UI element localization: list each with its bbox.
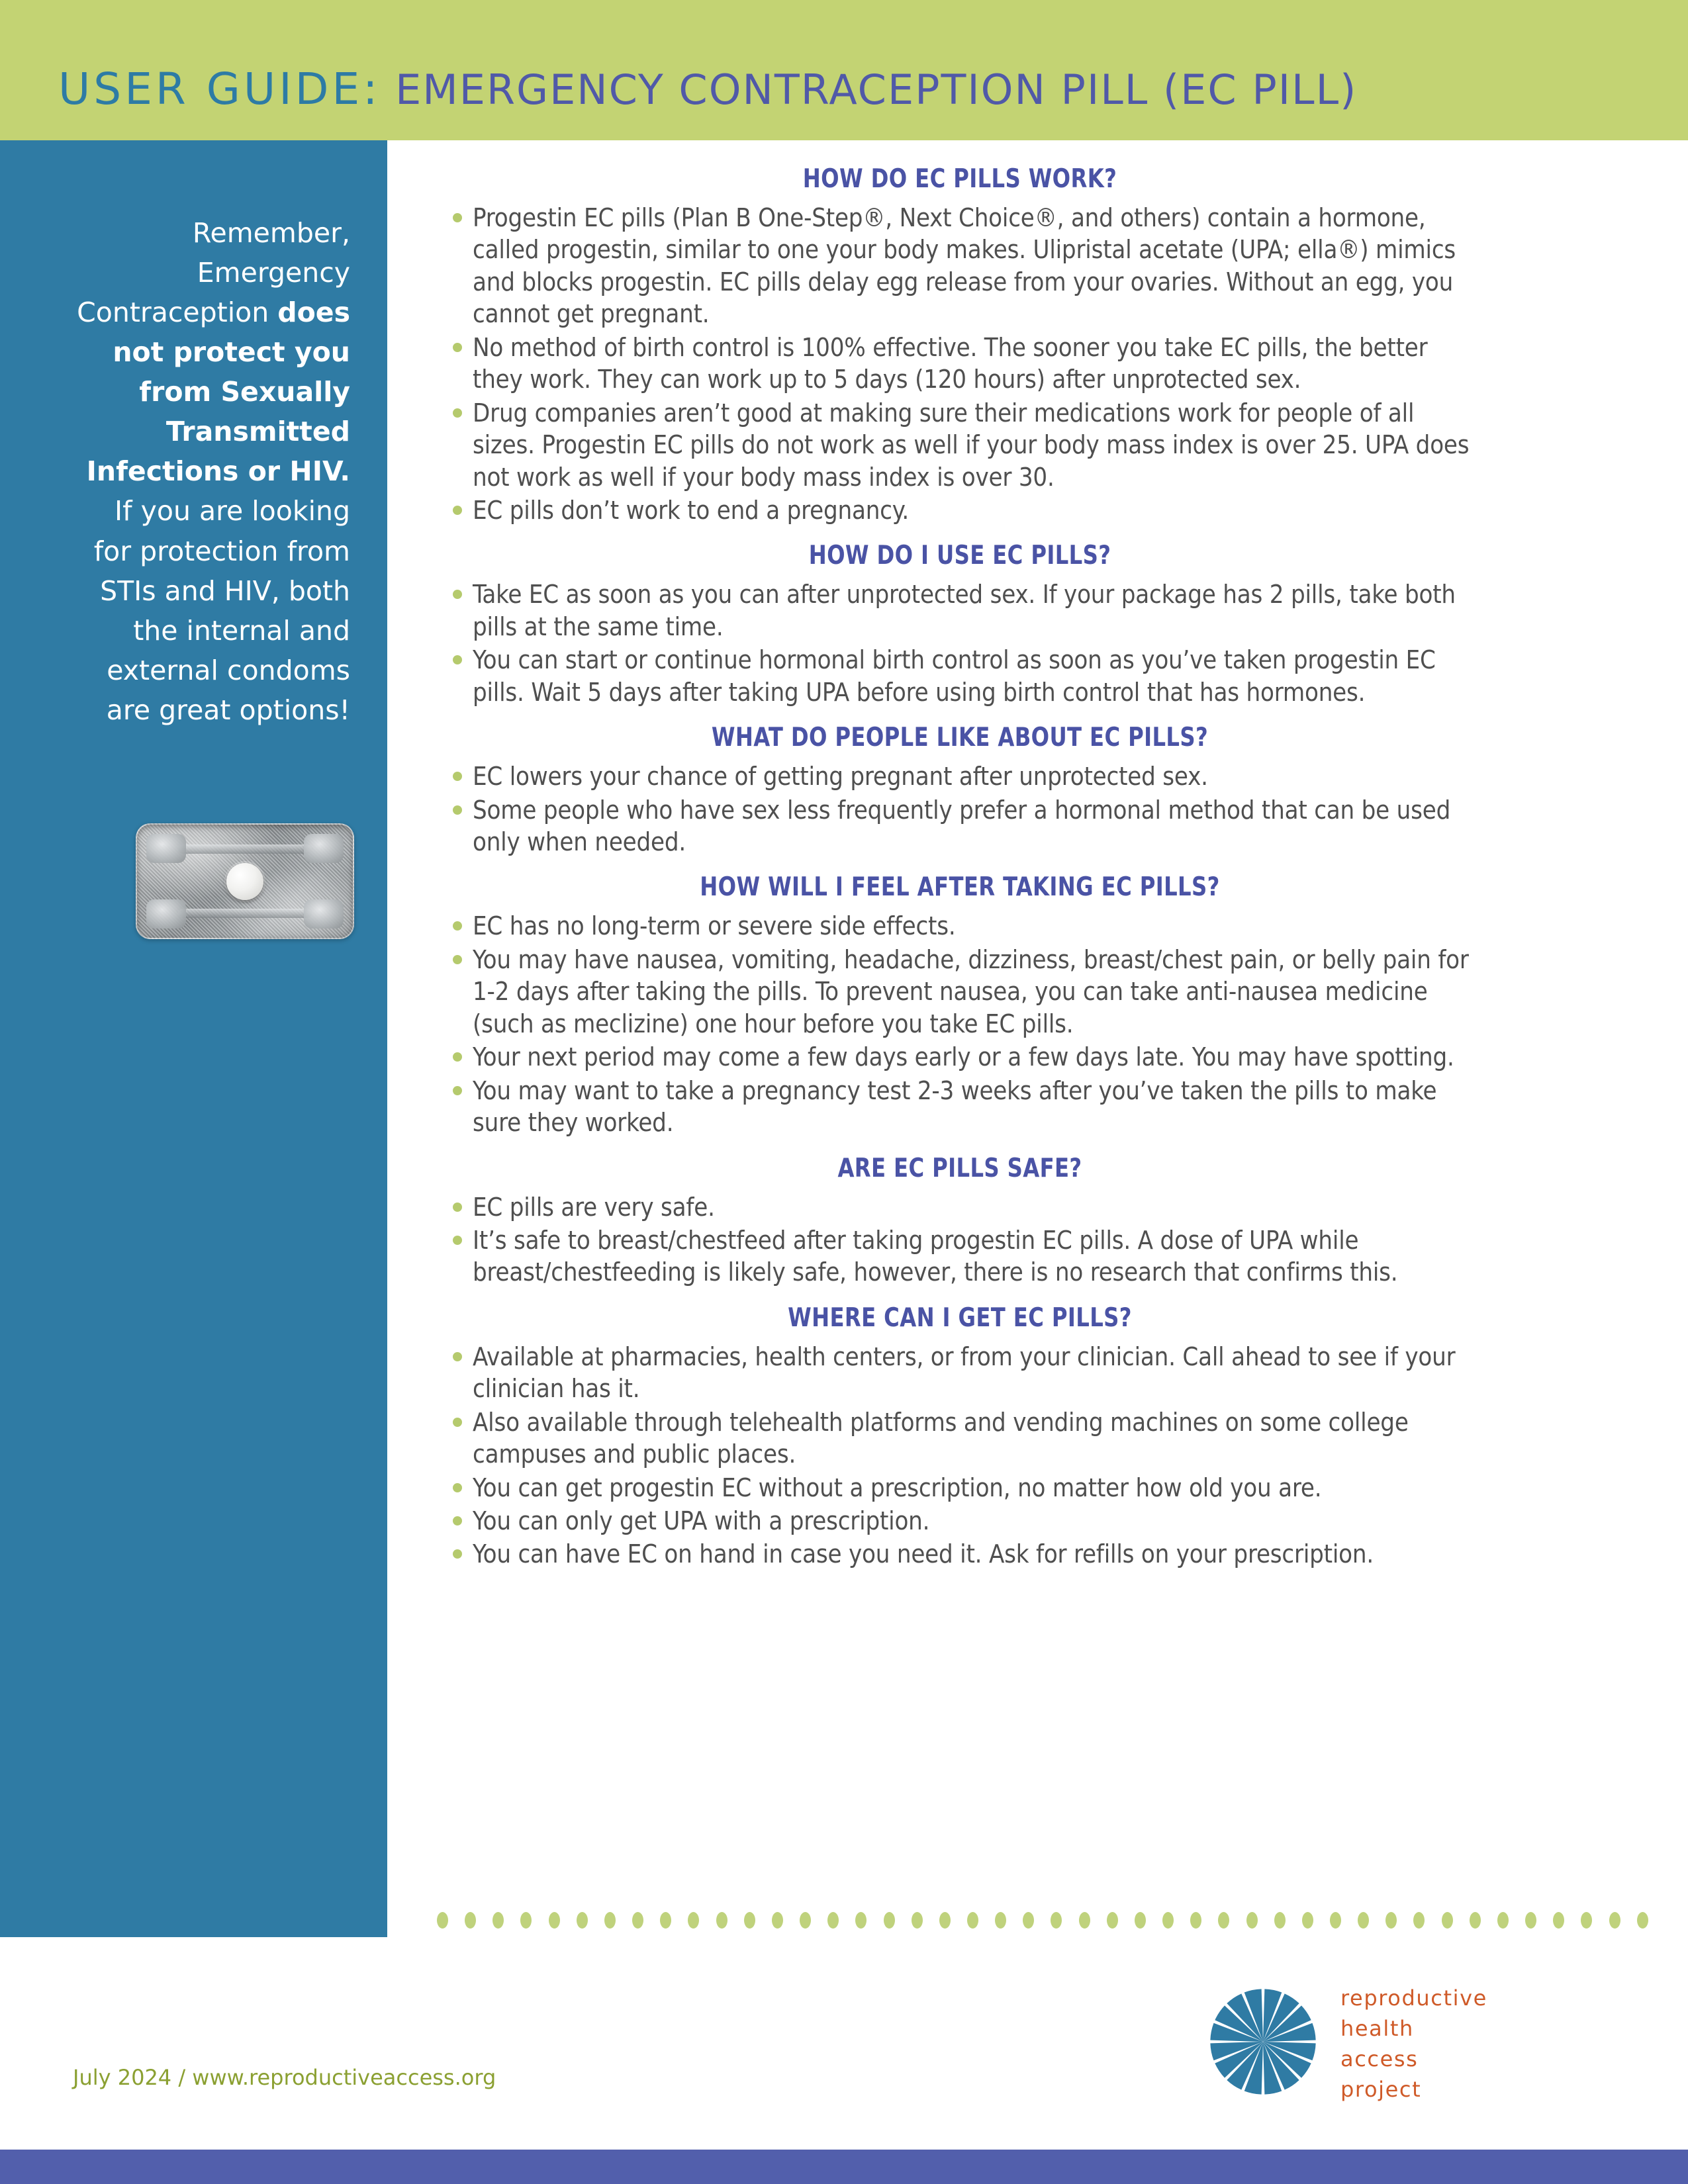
divider-dot bbox=[1274, 1912, 1286, 1929]
logo-word-line: reproductive bbox=[1340, 1985, 1487, 2011]
section-heading: HOW DO I USE EC PILLS? bbox=[808, 541, 1111, 571]
page-title-prefix: USER GUIDE: bbox=[58, 64, 381, 114]
content-section bbox=[450, 712, 1470, 858]
bullet-dot-icon bbox=[453, 1483, 462, 1492]
dotted-divider bbox=[437, 1911, 1648, 1929]
bullet-dot-icon bbox=[453, 1236, 462, 1245]
footer-date-and-url: July 2024 / www.reproductiveaccess.org bbox=[73, 2065, 496, 2090]
divider-dot bbox=[1246, 1912, 1258, 1929]
divider-dot bbox=[1497, 1912, 1509, 1929]
blister-corner-top-left bbox=[146, 834, 186, 863]
section-heading: HOW DO EC PILLS WORK? bbox=[802, 164, 1117, 194]
logo-word-line: project bbox=[1340, 2077, 1422, 2103]
divider-dot bbox=[1609, 1912, 1620, 1929]
blister-corner-bottom-right bbox=[304, 899, 344, 929]
divider-dot bbox=[827, 1912, 839, 1929]
bullet-dot-icon bbox=[453, 343, 462, 352]
logo-wordmark bbox=[1340, 1983, 1487, 2105]
divider-dot bbox=[1358, 1912, 1369, 1929]
list-item-text: Take EC as soon as you can after unprotected sex. If your package has 2 pills, take both pills at the same time. bbox=[473, 580, 1456, 641]
divider-dot bbox=[1135, 1912, 1146, 1929]
list-item bbox=[450, 1041, 1470, 1073]
bullet-dot-icon bbox=[453, 213, 462, 222]
bullet-list bbox=[450, 760, 1470, 858]
list-item-text: EC pills are very safe. bbox=[473, 1192, 715, 1222]
bottom-accent-bar bbox=[0, 2150, 1688, 2184]
list-item bbox=[450, 910, 1470, 942]
list-item bbox=[450, 1191, 1470, 1223]
pill-blister-pack-image bbox=[136, 823, 354, 939]
bullet-dot-icon bbox=[453, 921, 462, 931]
divider-dot bbox=[1107, 1912, 1118, 1929]
divider-dot bbox=[549, 1912, 560, 1929]
list-item-text: Some people who have sex less frequently prefer a hormonal method that can be used only when needed. bbox=[473, 795, 1451, 856]
divider-dot bbox=[465, 1912, 476, 1929]
divider-dot bbox=[437, 1912, 448, 1929]
section-heading: WHERE CAN I GET EC PILLS? bbox=[788, 1302, 1132, 1333]
sidebar-callout-lead: Remember, Emergency Contraception bbox=[77, 217, 350, 329]
divider-dot bbox=[772, 1912, 783, 1929]
list-item bbox=[450, 1472, 1470, 1504]
bullet-list bbox=[450, 578, 1470, 708]
bullet-dot-icon bbox=[453, 955, 462, 964]
divider-dot bbox=[1162, 1912, 1174, 1929]
list-item bbox=[450, 1406, 1470, 1471]
list-item-text: Your next period may come a few days early or a few days late. You may have spotting. bbox=[473, 1042, 1454, 1072]
divider-dot bbox=[1218, 1912, 1229, 1929]
content-section bbox=[450, 530, 1470, 708]
sidebar-callout bbox=[72, 213, 350, 730]
bullet-list bbox=[450, 202, 1470, 526]
logo-word-line: access bbox=[1340, 2046, 1419, 2072]
divider-dot bbox=[884, 1912, 895, 1929]
divider-dot bbox=[660, 1912, 671, 1929]
divider-dot bbox=[492, 1912, 504, 1929]
content-section bbox=[450, 1293, 1470, 1570]
section-heading: WHAT DO PEOPLE LIKE ABOUT EC PILLS? bbox=[711, 723, 1209, 753]
divider-dot bbox=[1023, 1912, 1034, 1929]
content-section bbox=[450, 1143, 1470, 1289]
divider-dot bbox=[967, 1912, 978, 1929]
organization-logo bbox=[1208, 1979, 1499, 2105]
divider-dot bbox=[1470, 1912, 1481, 1929]
list-item bbox=[450, 794, 1470, 858]
list-item-text: You can get progestin EC without a prescription, no matter how old you are. bbox=[473, 1473, 1322, 1502]
bullet-list bbox=[450, 1191, 1470, 1289]
list-item-text: Progestin EC pills (Plan B One-Step®, Next Choice®, and others) contain a hormone, called progestin, similar to one your body makes. Ulipristal acetate (UPA; ella®) mimics and blocks progestin. EC pills delay egg release from your ovaries. Without an egg, you cannot get pregnant. bbox=[473, 203, 1456, 329]
bullet-dot-icon bbox=[453, 1516, 462, 1525]
header-band bbox=[0, 0, 1688, 140]
blister-corner-bottom-left bbox=[146, 899, 186, 929]
list-item-text: EC lowers your chance of getting pregnant after unprotected sex. bbox=[473, 762, 1208, 792]
blister-seam-bottom bbox=[178, 909, 312, 918]
list-item-text: You can only get UPA with a prescription. bbox=[473, 1506, 930, 1535]
divider-dot bbox=[855, 1912, 867, 1929]
content-section bbox=[450, 862, 1470, 1138]
list-item-text: EC has no long-term or severe side effects. bbox=[473, 911, 956, 941]
bullet-list bbox=[450, 910, 1470, 1138]
divider-dot bbox=[1442, 1912, 1453, 1929]
divider-dot bbox=[1525, 1912, 1536, 1929]
divider-dot bbox=[520, 1912, 532, 1929]
list-item-text: Available at pharmacies, health centers, or from your clinician. Call ahead to see if your clinician has it. bbox=[473, 1342, 1456, 1404]
section-heading: ARE EC PILLS SAFE? bbox=[837, 1153, 1082, 1183]
divider-dot bbox=[1302, 1912, 1313, 1929]
pill-tablet bbox=[226, 863, 263, 900]
divider-dot bbox=[1553, 1912, 1564, 1929]
blister-foil bbox=[136, 823, 354, 939]
divider-dot bbox=[632, 1912, 643, 1929]
bullet-dot-icon bbox=[453, 1352, 462, 1361]
divider-dot bbox=[1385, 1912, 1397, 1929]
list-item bbox=[450, 1224, 1470, 1289]
bullet-dot-icon bbox=[453, 1052, 462, 1062]
bullet-dot-icon bbox=[453, 772, 462, 781]
divider-dot bbox=[1413, 1912, 1425, 1929]
page-title bbox=[58, 64, 1357, 114]
divider-dot bbox=[995, 1912, 1006, 1929]
bullet-dot-icon bbox=[453, 805, 462, 815]
list-item bbox=[450, 760, 1470, 792]
pinwheel-sunburst-icon bbox=[1208, 1987, 1318, 2097]
divider-dot bbox=[800, 1912, 811, 1929]
list-item bbox=[450, 644, 1470, 708]
list-item-text: It’s safe to breast/chestfeed after taking progestin EC pills. A dose of UPA while breast/chestfeeding is likely safe, however, there is no research that confirms this. bbox=[473, 1225, 1398, 1287]
list-item-text: You can start or continue hormonal birth control as soon as you’ve taken progestin EC pills. Wait 5 days after taking UPA before using birth control that has hormones. bbox=[473, 645, 1436, 707]
list-item-text: You can have EC on hand in case you need it. Ask for refills on your prescription. bbox=[473, 1539, 1374, 1569]
list-item-text: You may want to take a pregnancy test 2-3 weeks after you’ve taken the pills to make sure they worked. bbox=[473, 1075, 1437, 1138]
sidebar-callout-tail: If you are looking for protection from STIs and HIV, both the internal and external condoms are great options! bbox=[93, 495, 350, 726]
main-content bbox=[450, 164, 1470, 1574]
list-item bbox=[450, 494, 1470, 526]
divider-dot bbox=[604, 1912, 616, 1929]
list-item bbox=[450, 1505, 1470, 1537]
bullet-dot-icon bbox=[453, 655, 462, 664]
divider-dot bbox=[939, 1912, 951, 1929]
bullet-dot-icon bbox=[453, 1203, 462, 1212]
divider-dot bbox=[1581, 1912, 1592, 1929]
sidebar-callout-emphasis: does not protect you from Sexually Transmitted Infections or HIV. bbox=[86, 296, 350, 488]
list-item-text: Also available through telehealth platforms and vending machines on some college campuses and public places. bbox=[473, 1407, 1409, 1469]
divider-dot bbox=[577, 1912, 588, 1929]
bullet-dot-icon bbox=[453, 1086, 462, 1095]
list-item bbox=[450, 397, 1470, 493]
list-item bbox=[450, 202, 1470, 330]
divider-dot bbox=[1051, 1912, 1062, 1929]
content-section bbox=[450, 164, 1470, 526]
list-item-text: EC pills don’t work to end a pregnancy. bbox=[473, 495, 910, 525]
list-item bbox=[450, 332, 1470, 396]
bullet-dot-icon bbox=[453, 590, 462, 599]
bullet-dot-icon bbox=[453, 1418, 462, 1427]
divider-dot bbox=[1190, 1912, 1201, 1929]
divider-dot bbox=[1637, 1912, 1648, 1929]
divider-dot bbox=[716, 1912, 727, 1929]
section-heading: HOW WILL I FEEL AFTER TAKING EC PILLS? bbox=[700, 872, 1220, 903]
list-item bbox=[450, 578, 1470, 643]
sidebar bbox=[0, 140, 387, 1937]
list-item bbox=[450, 1075, 1470, 1139]
bullet-dot-icon bbox=[453, 1549, 462, 1559]
bullet-dot-icon bbox=[453, 506, 462, 515]
divider-dot bbox=[688, 1912, 699, 1929]
blister-corner-top-right bbox=[304, 834, 344, 863]
logo-word-line: health bbox=[1340, 2016, 1414, 2042]
blister-seam-top bbox=[178, 844, 312, 854]
page-title-rest: EMERGENCY CONTRACEPTION PILL (EC PILL) bbox=[381, 66, 1358, 114]
divider-dot bbox=[1079, 1912, 1090, 1929]
bullet-list bbox=[450, 1341, 1470, 1570]
divider-dot bbox=[912, 1912, 923, 1929]
list-item-text: No method of birth control is 100% effective. The sooner you take EC pills, the better they work. They can work up to 5 days (120 hours) after unprotected sex. bbox=[473, 332, 1428, 394]
bullet-dot-icon bbox=[453, 408, 462, 418]
divider-dot bbox=[744, 1912, 755, 1929]
divider-dot bbox=[1330, 1912, 1341, 1929]
list-item bbox=[450, 1538, 1470, 1570]
list-item bbox=[450, 1341, 1470, 1405]
list-item-text: Drug companies aren’t good at making sure their medications work for people of all sizes. Progestin EC pills do not work as well if your body mass index is over 25. UPA does not work as well if your body mass index is over 30. bbox=[473, 398, 1470, 492]
list-item bbox=[450, 944, 1470, 1040]
list-item-text: You may have nausea, vomiting, headache, dizziness, breast/chest pain, or belly pain for 1-2 days after taking the pills. To prevent nausea, you can take anti-nausea medicine (such as meclizine) one hour before you take EC pills. bbox=[473, 944, 1469, 1038]
